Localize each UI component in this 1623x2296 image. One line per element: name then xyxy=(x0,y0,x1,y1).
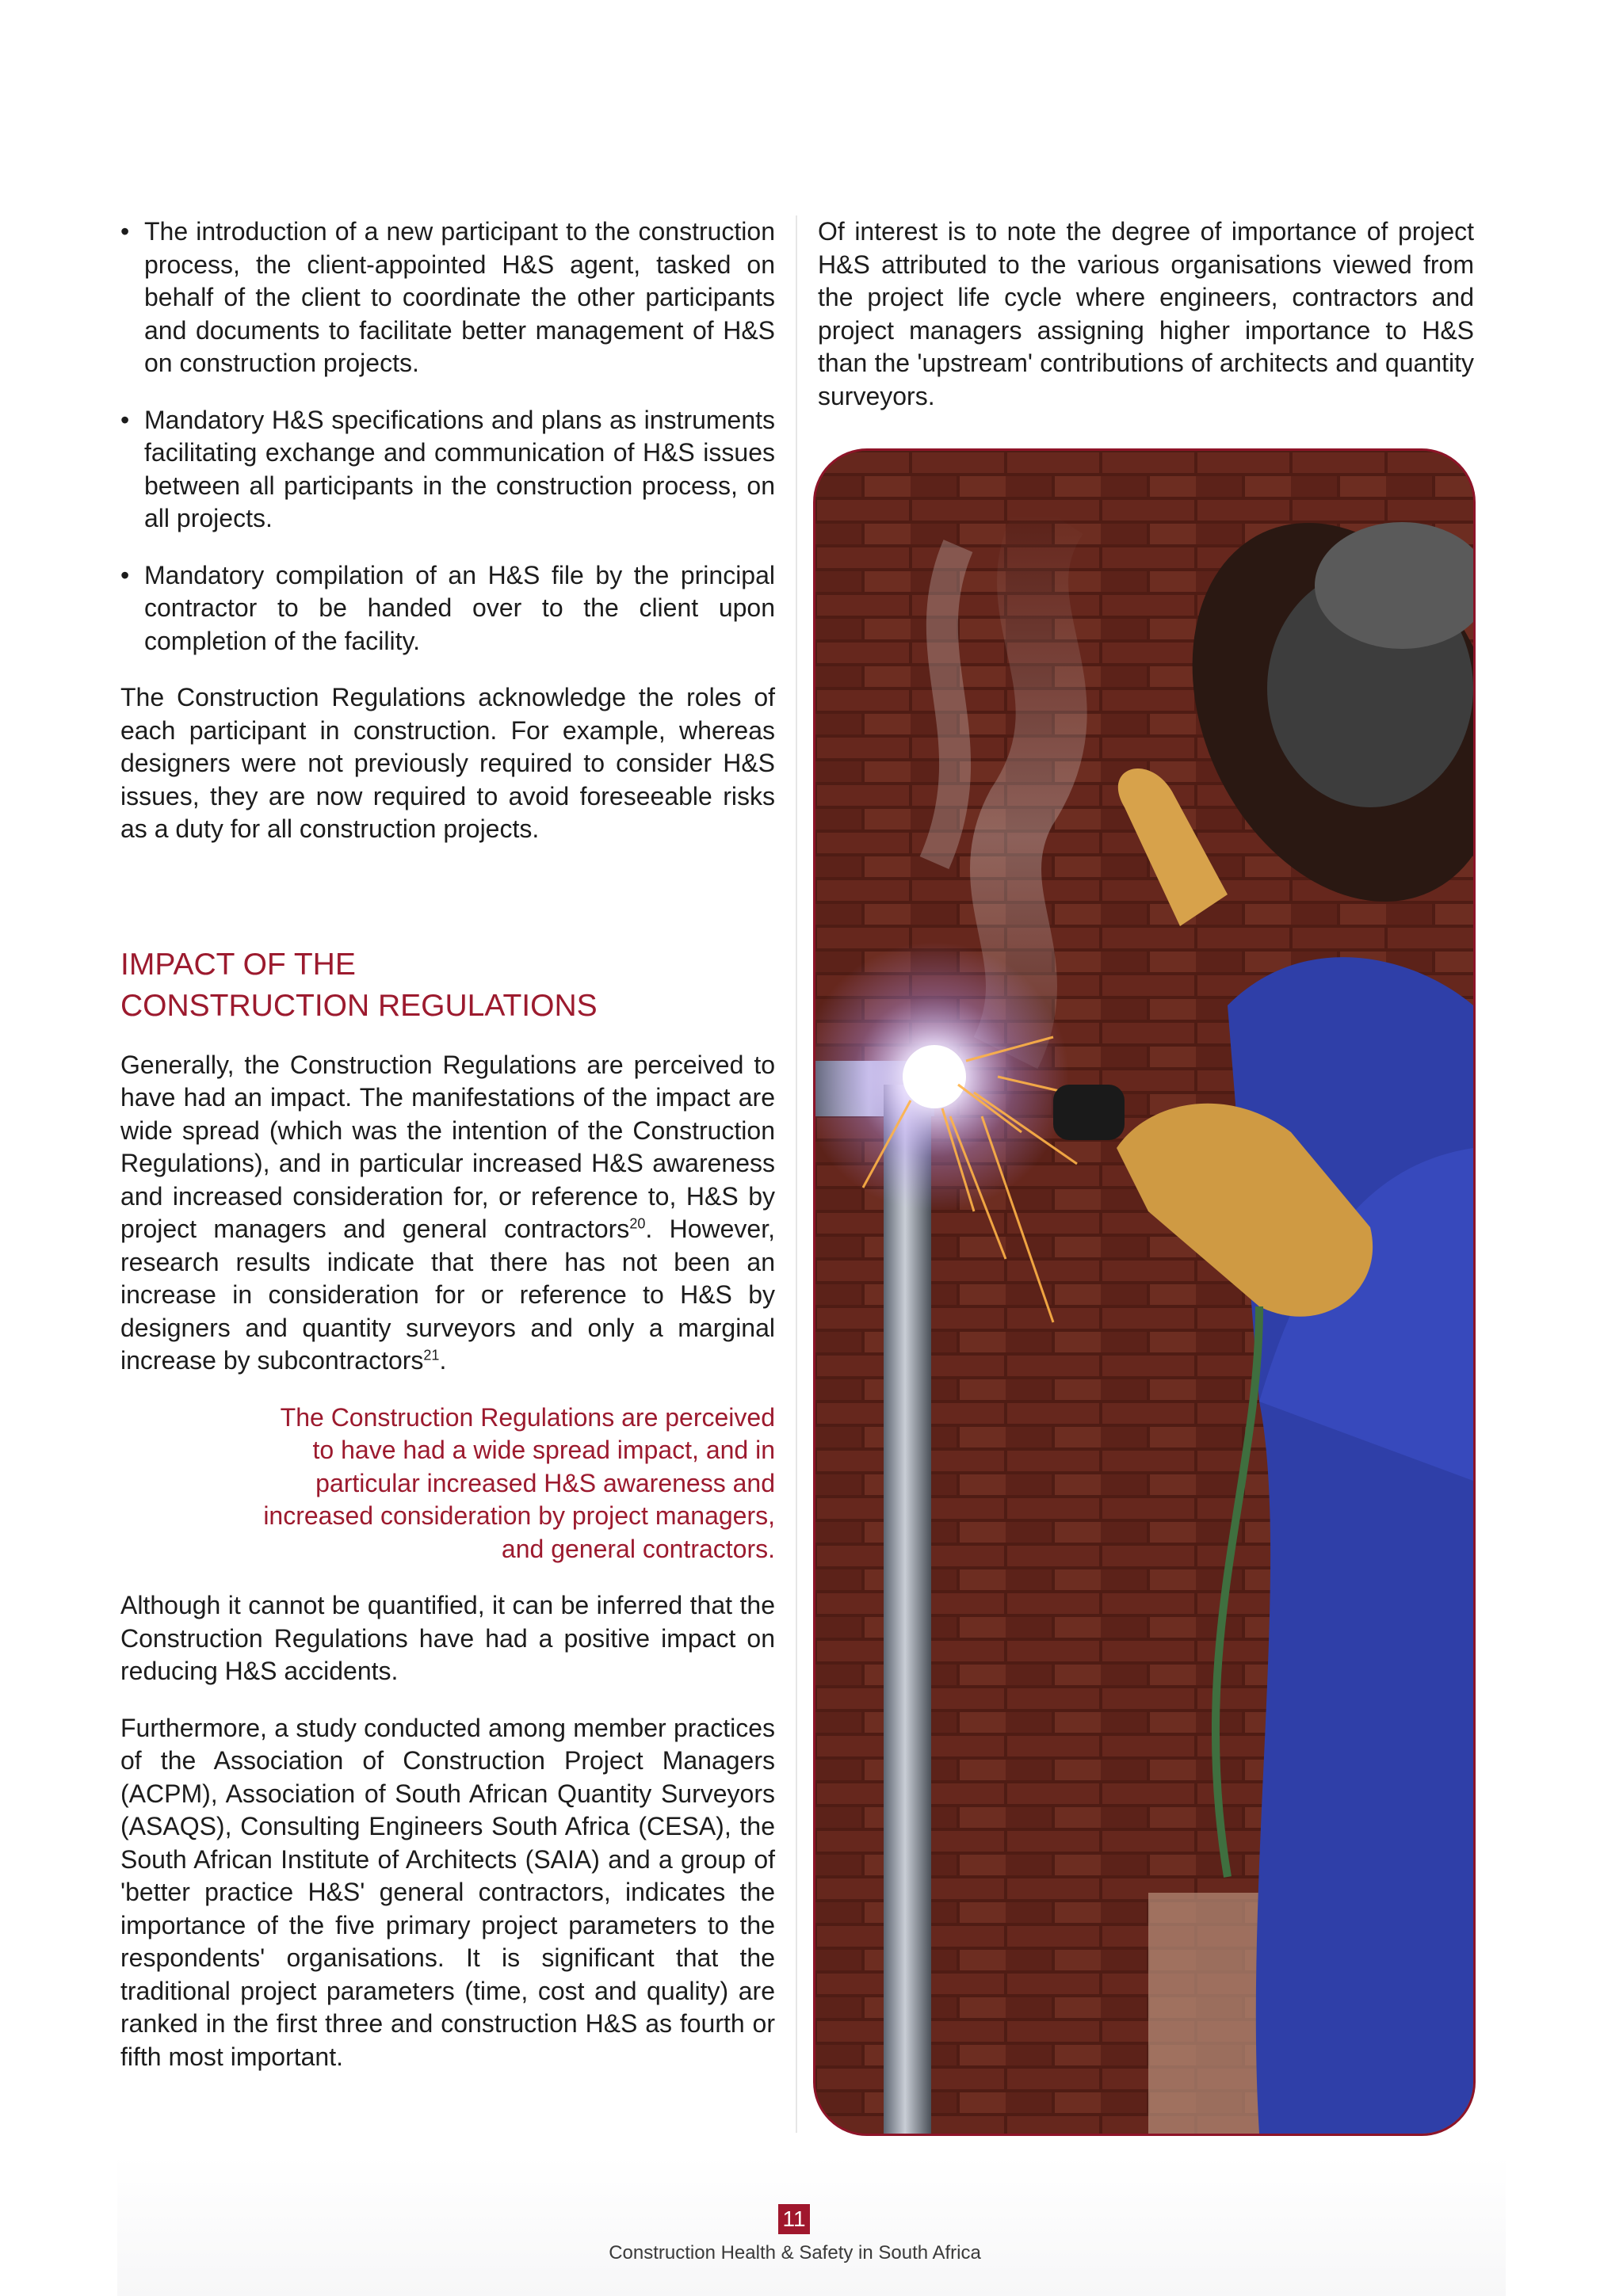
left-column xyxy=(120,215,775,2097)
impact-paragraph xyxy=(120,1049,775,1378)
welder-photo-illustration xyxy=(815,451,1473,2134)
study-paragraph: Furthermore, a study conducted among member practices of the Association of Construction Project Managers (ACPM), Association of South African Quantity Surveyors (ASAQS), Consulting Engineers South Africa (CESA), the South African Institute of Architects (SAIA) and a group of 'better practice H&S' general contractors, indicates the importance of the five primary project parameters to the respondents' organisations. It is significant that the traditional project parameters (time, cost and quality) are ranked in the first three and construction H&S as fourth or fifth most important. xyxy=(120,1713,775,2071)
publication-title: Construction Health & Safety in South Africa xyxy=(609,2242,981,2264)
bullet-item xyxy=(120,404,775,536)
impact-text: . xyxy=(439,1346,447,1375)
bullet-icon: • xyxy=(120,560,130,589)
impact-text: Generally, the Construction Regulations are perceived to have had an impact. The manifestations of the impact are wide spread (which was the intention of the Construction Regulations), and in particular increased H&S awareness and increased consideration for, or reference to, H&S by project managers and general contractors xyxy=(120,1050,775,1243)
bullet-text: Mandatory H&S specifications and plans as instruments facilitating exchange and communication of H&S issues between all participants in the construction process, on all projects. xyxy=(144,405,775,532)
bullet-item xyxy=(120,215,775,380)
right-column xyxy=(818,215,1474,437)
bullet-text: The introduction of a new participant to the construction process, the client-appointed H&S agent, tasked on behalf of the client to coordinate the other participants and documents to facilitate better management of H&S on construction projects. xyxy=(144,217,775,377)
impact-text: . However, research results indicate that there has not been an increase in consideration for or reference to H&S by designers and quantity surveyors and only a marginal increase by subcontractors xyxy=(120,1215,776,1375)
footnote-ref: 20 xyxy=(629,1215,646,1232)
pull-quote: The Construction Regulations are perceived to have had a wide spread impact, and in particular increased H&S awareness and increased consideration by project managers, and general contractors. xyxy=(263,1402,775,1563)
welder-photo xyxy=(813,448,1476,2136)
accidents-paragraph: Although it cannot be quantified, it can be inferred that the Construction Regulations have had a positive impact on reducing H&S accidents. xyxy=(120,1591,775,1685)
bullet-icon: • xyxy=(120,405,130,434)
footnote-ref: 21 xyxy=(423,1347,440,1363)
bullet-list xyxy=(120,215,775,658)
bullet-item xyxy=(120,559,775,658)
section-heading-line: CONSTRUCTION REGULATIONS xyxy=(120,988,598,1023)
intro-paragraph: The Construction Regulations acknowledge the roles of each participant in construction. For example, whereas designers were not previously required to consider H&S issues, they are now required to avoid foreseeable risks as a duty for all construction projects. xyxy=(120,683,775,843)
interest-paragraph: Of interest is to note the degree of importance of project H&S attributed to the various organisations viewed from the project life cycle where engineers, contractors and project managers assigning higher importance to H&S than the 'upstream' contributions of architects and quantity surveyors. xyxy=(818,217,1474,410)
bullet-text: Mandatory compilation of an H&S file by the principal contractor to be handed over to the client upon completion of the facility. xyxy=(144,560,775,655)
section-heading xyxy=(120,944,775,1027)
page-number: 11 xyxy=(778,2204,810,2234)
page-bottom-shade xyxy=(117,2155,1506,2296)
column-divider xyxy=(796,215,797,2133)
bullet-icon: • xyxy=(120,217,130,246)
section-heading-line: IMPACT OF THE xyxy=(120,947,356,982)
